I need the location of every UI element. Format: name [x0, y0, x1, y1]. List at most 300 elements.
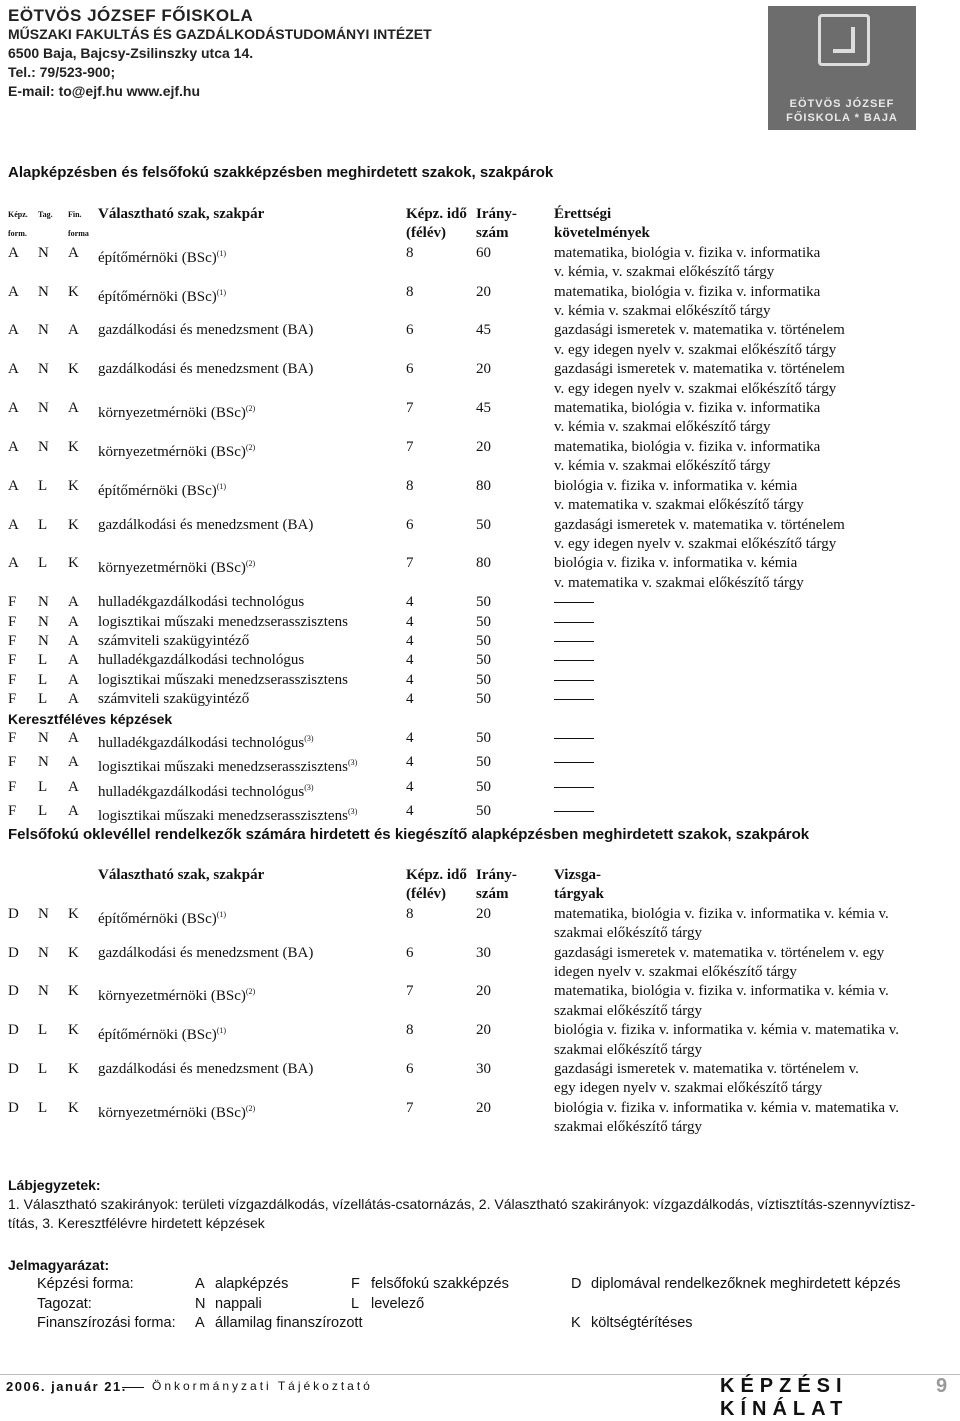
requirements-line-2: v. egy idegen nyelv v. szakmai előkészítő tárgy [554, 341, 837, 358]
header-tagozat [34, 866, 64, 885]
cell-fin: A [68, 400, 79, 417]
footnote-ref: (3) [347, 807, 358, 817]
table-row [4, 477, 918, 516]
program-name: környezetmérnöki (BSc) [98, 560, 246, 577]
header-requirements-2: tárgyak [554, 886, 604, 903]
cell-quota: 30 [476, 1061, 491, 1078]
footnote-ref: (1) [216, 248, 227, 258]
cell-requirements [550, 753, 918, 777]
program-name: építőmérnöki (BSc) [98, 249, 217, 266]
footnote-ref: (2) [245, 442, 256, 452]
dash [554, 762, 594, 763]
cell-requirements [550, 438, 918, 477]
requirements-line-2: egy idegen nyelv v. szakmai előkészítő tárgy [554, 1080, 823, 1097]
cell-duration: 7 [406, 1099, 414, 1116]
table-row [4, 671, 918, 690]
cell-form: D [8, 944, 19, 961]
cell-duration: 4 [406, 754, 414, 771]
cell-tagozat: N [38, 361, 49, 378]
dash [554, 602, 594, 603]
legend-table [34, 1275, 904, 1334]
table-header-row [4, 866, 918, 885]
cell-fin: A [68, 594, 79, 611]
table-row [4, 651, 918, 670]
section-title-1: Alapképzésben és felsőfokú szakképzésben meghirdetett szakok, szakpárok [8, 164, 554, 181]
publication-name: Önkormányzati Tájékoztató [152, 1379, 373, 1393]
cell-duration: 6 [406, 944, 414, 961]
cell-duration: 7 [406, 555, 414, 572]
cell-form: F [8, 671, 17, 688]
cell-duration: 4 [406, 778, 414, 795]
footnote-ref: (2) [245, 404, 256, 414]
legend-key: A [195, 1276, 205, 1292]
legend-key: F [351, 1276, 360, 1292]
legend-value: levelező [371, 1295, 425, 1312]
table-row [4, 905, 918, 944]
cell-duration: 4 [406, 691, 414, 708]
cell-quota: 20 [476, 1022, 491, 1039]
logo-text-2: FŐISKOLA * BAJA [786, 112, 898, 124]
cell-tagozat: N [38, 983, 49, 1000]
table-row [4, 1021, 918, 1060]
program-name: logisztikai műszaki menedzserasszisztens [98, 613, 348, 630]
cell-tagozat: N [38, 283, 49, 300]
program-name: környezetmérnöki (BSc) [98, 988, 246, 1005]
footnotes [8, 1176, 958, 1233]
cell-requirements [550, 1021, 918, 1060]
header-fin-2: forma [68, 229, 89, 239]
header-quota-2: szám [476, 886, 509, 903]
cell-fin: A [68, 652, 79, 669]
legend-row [34, 1275, 904, 1295]
header-program-2 [94, 224, 402, 243]
cell-form: F [8, 652, 17, 669]
cell-duration: 6 [406, 516, 414, 533]
cell-tagozat: L [38, 516, 48, 533]
requirements-line-1: matematika, biológia v. fizika v. informatika [554, 400, 821, 417]
cell-quota: 20 [476, 283, 491, 300]
cell-fin: K [68, 438, 79, 455]
table-row [4, 802, 918, 826]
legend-key: A [195, 1315, 205, 1331]
cell-tagozat: N [38, 400, 49, 417]
legend-label: Tagozat: [37, 1295, 92, 1312]
cell-requirements [550, 321, 918, 360]
table-row [4, 690, 918, 709]
cell-quota: 50 [476, 652, 491, 669]
cell-requirements [550, 632, 918, 651]
cell-program [94, 321, 402, 360]
table-row [4, 729, 918, 753]
cell-requirements [550, 283, 918, 322]
table-row [4, 593, 918, 612]
cell-program [94, 399, 402, 438]
requirements-line-1: gazdasági ismeretek v. matematika v. történelem v. [554, 1061, 859, 1078]
cell-tagozat: N [38, 438, 49, 455]
requirements-line-2: v. egy idegen nyelv v. szakmai előkészítő tárgy [554, 380, 837, 397]
requirements-line-1: gazdasági ismeretek v. matematika v. történelem [554, 516, 845, 533]
cell-tagozat: L [38, 691, 48, 708]
cell-program [94, 477, 402, 516]
cell-duration: 4 [406, 632, 414, 649]
cell-duration: 4 [406, 729, 414, 746]
cell-tagozat: N [38, 729, 49, 746]
requirements-line-1: gazdasági ismeretek v. matematika v. történelem v. egy [554, 944, 885, 961]
cell-form: A [8, 400, 19, 417]
cell-tagozat: N [38, 754, 49, 771]
cell-requirements [550, 244, 918, 283]
cell-fin: K [68, 983, 79, 1000]
header-duration: Képz. idő [406, 206, 467, 222]
footnote-ref: (2) [245, 1103, 256, 1113]
cell-duration: 4 [406, 671, 414, 688]
legend-value: költségtérítéses [591, 1315, 693, 1331]
cell-duration: 7 [406, 983, 414, 1000]
requirements-line-1: matematika, biológia v. fizika v. informatika [554, 438, 821, 455]
cell-form: F [8, 754, 17, 771]
program-name: környezetmérnöki (BSc) [98, 405, 246, 422]
header-program: Választható szak, szakpár [98, 206, 265, 222]
cell-quota: 50 [476, 632, 491, 649]
requirements-line-2: szakmai előkészítő tárgy [554, 1002, 703, 1019]
cell-program [94, 632, 402, 651]
cell-quota: 45 [476, 400, 491, 417]
footnote-ref: (1) [216, 481, 227, 491]
table-header-row [4, 205, 918, 224]
header-fin: Fin. [68, 210, 82, 219]
cell-fin: K [68, 1061, 79, 1078]
table-header-row [4, 885, 918, 904]
requirements-line-1: biológia v. fizika v. informatika v. kémia v. matematika v. [554, 1099, 900, 1116]
program-name: gazdálkodási és menedzsment (BA) [98, 944, 314, 961]
page-number: 9 [936, 1375, 948, 1397]
requirements-line-1: biológia v. fizika v. informatika v. kémia [554, 477, 798, 494]
cross-semester-heading: Keresztféléves képzések [8, 710, 173, 727]
table-row [4, 399, 918, 438]
cell-quota: 50 [476, 778, 491, 795]
cell-tagozat: L [38, 778, 48, 795]
cell-quota: 50 [476, 691, 491, 708]
dash [554, 641, 594, 642]
legend-value: alapképzés [215, 1276, 289, 1292]
cell-program [94, 651, 402, 670]
program-name: építőmérnöki (BSc) [98, 910, 217, 927]
cell-form: F [8, 594, 17, 611]
requirements-line-1: biológia v. fizika v. informatika v. kémia [554, 555, 798, 572]
footnote-ref: (3) [347, 758, 358, 768]
cell-program [94, 613, 402, 632]
cell-program [94, 778, 402, 802]
cell-tagozat: L [38, 1022, 48, 1039]
header-requirements: Érettségi [554, 206, 612, 222]
header-fin [64, 866, 94, 885]
cell-form: F [8, 632, 17, 649]
cell-program [94, 283, 402, 322]
cell-fin: A [68, 754, 79, 771]
college-logo [768, 6, 916, 130]
table-row [4, 982, 918, 1021]
cell-fin: K [68, 1022, 79, 1039]
program-name: hulladékgazdálkodási technológus [98, 594, 305, 611]
cell-duration: 6 [406, 361, 414, 378]
cell-duration: 4 [406, 652, 414, 669]
cell-program [94, 729, 402, 753]
table-row [4, 632, 918, 651]
cell-tagozat: N [38, 613, 49, 630]
table-row [4, 438, 918, 477]
cell-fin: K [68, 361, 79, 378]
address: 6500 Baja, Bajcsy-Zsilinszky utca 14. [8, 45, 254, 61]
header-form-2 [4, 885, 34, 904]
table-row [4, 554, 918, 593]
cell-duration: 6 [406, 322, 414, 339]
header-duration: Képz. idő [406, 867, 467, 883]
cell-requirements [550, 778, 918, 802]
program-name: környezetmérnöki (BSc) [98, 1104, 246, 1121]
cell-program [94, 438, 402, 477]
cross-semester-heading-row [4, 710, 918, 729]
legend-title: Jelmagyarázat: [8, 1257, 110, 1273]
cell-form: D [8, 983, 19, 1000]
cell-requirements [550, 477, 918, 516]
cell-quota: 30 [476, 944, 491, 961]
cell-program [94, 554, 402, 593]
program-name: hulladékgazdálkodási technológus [98, 652, 305, 669]
footnote-ref: (2) [245, 987, 256, 997]
cell-duration: 8 [406, 477, 414, 494]
phone: Tel.: 79/523-900; [8, 64, 116, 80]
dash [554, 699, 594, 700]
cell-program [94, 1060, 402, 1099]
header-form-2: form. [8, 229, 27, 239]
cell-duration: 7 [406, 400, 414, 417]
email-web: E-mail: to@ejf.hu www.ejf.hu [8, 83, 201, 99]
header-tagozat-2 [34, 885, 64, 904]
cell-program [94, 905, 402, 944]
program-name: logisztikai műszaki menedzserasszisztens [98, 759, 348, 776]
dash [554, 622, 594, 623]
cell-form: F [8, 691, 17, 708]
institution-name: EÖTVÖS JÓZSEF FŐISKOLA [8, 6, 254, 25]
requirements-line-2: szakmai előkészítő tárgy [554, 925, 703, 942]
cell-requirements [550, 613, 918, 632]
header-tagozat: Tag. [38, 210, 53, 219]
footnote-line-2: títás, 3. Keresztfélévre hirdetett képzések [8, 1215, 265, 1231]
program-name: építőmérnöki (BSc) [98, 288, 217, 305]
program-name: számviteli szakügyintéző [98, 691, 250, 708]
header-quota-2: szám [476, 225, 509, 242]
cell-program [94, 360, 402, 399]
requirements-line-1: matematika, biológia v. fizika v. informatika v. kémia v. [554, 905, 889, 922]
program-name: gazdálkodási és menedzsment (BA) [98, 361, 314, 378]
cell-fin: A [68, 729, 79, 746]
program-name: építőmérnöki (BSc) [98, 482, 217, 499]
cell-tagozat: L [38, 652, 48, 669]
table-row [4, 283, 918, 322]
requirements-line-2: v. kémia v. szakmai előkészítő tárgy [554, 303, 771, 320]
legend-value: diplomával rendelkezőknek meghirdetett képzés [591, 1276, 901, 1292]
cell-form: F [8, 778, 17, 795]
cell-requirements [550, 802, 918, 826]
cell-fin: K [68, 477, 79, 494]
cell-fin: K [68, 944, 79, 961]
cell-fin: A [68, 671, 79, 688]
cell-program [94, 1021, 402, 1060]
cell-requirements [550, 1099, 918, 1138]
cell-requirements [550, 651, 918, 670]
footnote-ref: (1) [216, 287, 227, 297]
table-row [4, 1099, 918, 1138]
page-footer [0, 1374, 960, 1420]
cell-duration: 7 [406, 438, 414, 455]
dash [554, 660, 594, 661]
header-form [4, 866, 34, 885]
cell-tagozat: L [38, 1099, 48, 1116]
legend-row [34, 1295, 904, 1315]
cell-form: A [8, 322, 19, 339]
header-quota: Irány- [476, 867, 517, 883]
header-quota: Irány- [476, 206, 517, 222]
cell-program [94, 802, 402, 826]
cell-form: A [8, 477, 19, 494]
cell-requirements [550, 516, 918, 555]
institution-info [8, 6, 432, 101]
cell-quota: 20 [476, 983, 491, 1000]
cell-form: A [8, 283, 19, 300]
program-name: gazdálkodási és menedzsment (BA) [98, 322, 314, 339]
legend-value: nappali [215, 1295, 262, 1312]
table-row [4, 778, 918, 802]
header-program: Választható szak, szakpár [98, 867, 265, 883]
legend-key: K [571, 1315, 581, 1331]
dash [554, 738, 594, 739]
header-duration-2: (félév) [406, 225, 446, 242]
cell-form: D [8, 905, 19, 922]
cell-fin: K [68, 1099, 79, 1116]
cell-form: A [8, 555, 19, 572]
cell-quota: 20 [476, 1099, 491, 1116]
cell-quota: 50 [476, 613, 491, 630]
cell-quota: 50 [476, 803, 491, 820]
cell-tagozat: N [38, 244, 49, 261]
requirements-line-2: v. kémia v. szakmai előkészítő tárgy [554, 419, 771, 436]
header-program-2 [94, 885, 402, 904]
legend-key: L [351, 1295, 360, 1312]
graduate-programs-table [4, 866, 918, 1138]
issue-date: 2006. január 21. [6, 1379, 127, 1394]
cell-duration: 8 [406, 905, 414, 922]
cell-form: A [8, 244, 19, 261]
program-name: hulladékgazdálkodási technológus [98, 734, 305, 751]
cell-duration: 4 [406, 803, 414, 820]
footnote-line-1: 1. Választható szakirányok: területi vízgazdálkodás, vízellátás-csatornázás, 2. Választható szakirányok: vízgazdálkodás, víztisztítás-szennyvíztisz- [8, 1196, 916, 1212]
table-row [4, 1060, 918, 1099]
header-requirements-2: követelmények [554, 225, 650, 242]
cell-form: D [8, 1099, 19, 1116]
requirements-line-1: matematika, biológia v. fizika v. informatika [554, 244, 821, 261]
faculty-name: MŰSZAKI FAKULTÁS ÉS GAZDÁLKODÁSTUDOMÁNYI INTÉZET [8, 26, 432, 42]
program-name: építőmérnöki (BSc) [98, 1027, 217, 1044]
cell-fin: A [68, 244, 79, 261]
cell-fin: A [68, 613, 79, 630]
program-name: hulladékgazdálkodási technológus [98, 783, 305, 800]
logo-text-1: EÖTVÖS JÓZSEF [789, 98, 895, 110]
footnotes-title: Lábjegyzetek: [8, 1177, 101, 1193]
cell-program [94, 982, 402, 1021]
programs-table [4, 205, 918, 827]
cell-tagozat: L [38, 671, 48, 688]
cell-requirements [550, 729, 918, 753]
footnote-ref: (3) [304, 733, 314, 743]
legend-row [34, 1314, 904, 1334]
cell-tagozat: L [38, 555, 48, 572]
table-row [4, 613, 918, 632]
cell-fin: A [68, 632, 79, 649]
header-tagozat-2 [34, 224, 64, 243]
cell-duration: 8 [406, 244, 414, 261]
cell-form: F [8, 613, 17, 630]
cell-quota: 50 [476, 754, 491, 771]
cell-quota: 20 [476, 361, 491, 378]
cell-program [94, 244, 402, 283]
legend-key: D [571, 1276, 582, 1292]
header-duration-2: (félév) [406, 886, 446, 903]
cell-program [94, 593, 402, 612]
section-name: KÉPZÉSI KÍNÁLAT [720, 1375, 849, 1420]
table-row [4, 244, 918, 283]
program-name: környezetmérnöki (BSc) [98, 443, 246, 460]
page-header [0, 0, 960, 148]
dash [554, 680, 594, 681]
cell-form: A [8, 361, 19, 378]
cell-program [94, 671, 402, 690]
cell-quota: 50 [476, 671, 491, 688]
cell-quota: 50 [476, 594, 491, 611]
cell-fin: K [68, 555, 79, 572]
cell-duration: 4 [406, 594, 414, 611]
cell-requirements [550, 905, 918, 944]
legend-label: Finanszírozási forma: [37, 1315, 176, 1331]
cell-quota: 45 [476, 322, 491, 339]
cell-form: A [8, 438, 19, 455]
table-row [4, 321, 918, 360]
cell-requirements [550, 982, 918, 1021]
cell-form: D [8, 1061, 19, 1078]
footnote-ref: (3) [304, 782, 314, 792]
requirements-line-2: v. kémia v. szakmai előkészítő tárgy [554, 458, 771, 475]
cell-program [94, 516, 402, 555]
program-name: gazdálkodási és menedzsment (BA) [98, 1061, 314, 1078]
cell-quota: 80 [476, 477, 491, 494]
cell-tagozat: L [38, 477, 48, 494]
program-name: logisztikai műszaki menedzserasszisztens [98, 808, 348, 825]
requirements-line-2: v. matematika v. szakmai előkészítő tárgy [554, 574, 804, 591]
section-title-2: Felsőfokú oklevéllel rendelkezők számára hirdetett és kiegészítő alapképzésben meghirdetett szakok, szakpárok [8, 826, 810, 843]
cell-requirements [550, 1060, 918, 1099]
cell-program [94, 944, 402, 983]
cell-requirements [550, 690, 918, 709]
requirements-line-1: gazdasági ismeretek v. matematika v. történelem [554, 361, 845, 378]
cell-program [94, 753, 402, 777]
cell-duration: 8 [406, 1022, 414, 1039]
cell-fin: K [68, 905, 79, 922]
cell-requirements [550, 671, 918, 690]
header-form: Képz. [8, 210, 28, 219]
legend [8, 1256, 904, 1334]
requirements-line-2: szakmai előkészítő tárgy [554, 1119, 703, 1136]
legend-label: Képzési forma: [37, 1276, 134, 1292]
program-name: számviteli szakügyintéző [98, 632, 250, 649]
